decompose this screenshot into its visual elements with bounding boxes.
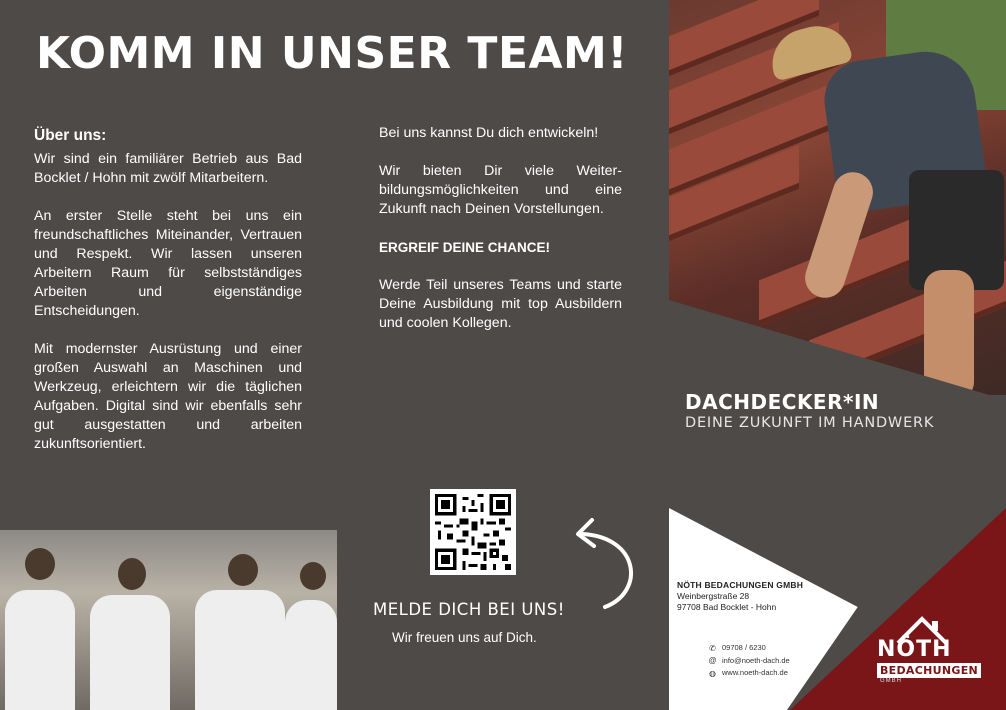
logo-band: BEDACHUNGEN — [877, 663, 981, 678]
email-icon: @ — [708, 656, 717, 666]
contact-email[interactable] — [708, 655, 790, 668]
role-title: DACHDECKER*IN — [685, 390, 880, 414]
contact-web[interactable] — [708, 667, 790, 680]
benefits-column — [379, 124, 622, 352]
about-paragraph-1: Wir sind ein familiärer Betrieb aus Bad Bocklet / Hohn mit zwölf Mitarbeitern. — [34, 151, 302, 186]
cta-heading: MELDE DICH BEI UNS! — [373, 600, 565, 619]
benefits-paragraph-1: Bei uns kannst Du dich entwickeln! — [379, 125, 599, 141]
company-name: NÖTH BEDACHUNGEN GMBH — [677, 580, 804, 590]
globe-icon: ◍ — [709, 668, 716, 678]
contact-phone[interactable] — [708, 642, 790, 655]
company-street: Weinbergstraße 28 — [677, 591, 750, 601]
headline: KOMM IN UNSER TEAM! — [36, 28, 628, 79]
logo-suffix: GMBH — [880, 678, 902, 684]
contact-list — [708, 642, 790, 680]
cta-subtext: Wir freuen uns auf Dich. — [392, 630, 537, 645]
callout-text: ERGREIF DEINE CHANCE! — [379, 240, 551, 255]
web-text: www.noeth-dach.de — [722, 668, 788, 677]
qr-code[interactable] — [430, 489, 516, 575]
team-photo — [0, 530, 337, 710]
about-column — [34, 126, 302, 473]
company-logo — [872, 615, 984, 690]
role-subtitle: DEINE ZUKUNFT IM HANDWERK — [685, 415, 935, 431]
about-heading: Über uns: — [34, 127, 107, 144]
benefits-paragraph-2: Wir bieten Dir viele Weiter-bildungsmöglichkeiten und eine Zukunft nach Deinen Vorstellungen. — [379, 163, 622, 217]
email-text: info@noeth-dach.de — [722, 655, 790, 665]
benefits-paragraph-3: Werde Teil unseres Teams und starte Deine Ausbildung mit top Ausbildern und coolen Kollegen. — [379, 277, 622, 331]
company-city: 97708 Bad Bocklet - Hohn — [677, 602, 777, 612]
company-address — [677, 580, 803, 613]
phone-text: 09708 / 6230 — [722, 643, 766, 652]
curved-arrow-icon — [570, 512, 640, 612]
logo-brand: NÖTH — [877, 637, 952, 662]
phone-icon: ✆ — [709, 643, 716, 653]
about-paragraph-3: Mit modernster Ausrüstung und einer großen Auswahl an Maschinen und Werkzeug, erleichtern wir die täglichen Aufgaben. Digital sind wir ebenfalls sehr gut ausgestatten und arbeiten zukunftsorientiert. — [34, 341, 302, 452]
about-paragraph-2: An erster Stelle steht bei uns ein freundschaftliches Miteinander, Vertrauen und Respekt. Wir lassen unseren Arbeitern Raum für selbstständiges Arbeiten und eigenständige Entscheidungen. — [34, 208, 302, 319]
